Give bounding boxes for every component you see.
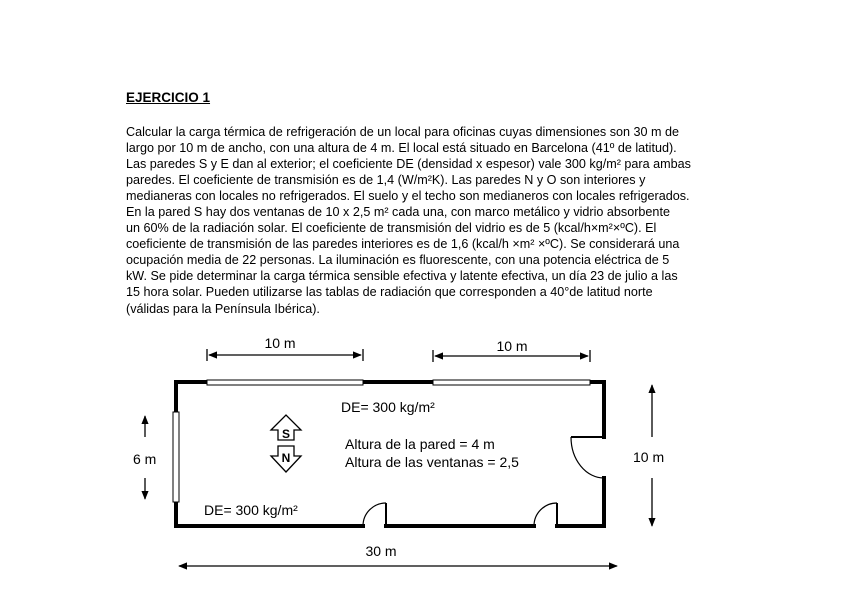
bottom-dimension [179, 543, 617, 566]
statement-line: paredes. El coeficiente de transmisión es de 1,4 (W/m²K). Las paredes N y O son interiores y [126, 173, 646, 188]
statement-line: En la pared S hay dos ventanas de 10 x 2,5 m² cada una, con marco metálico y vidrio absorbente [126, 205, 670, 220]
window1-label: 10 m [264, 335, 296, 351]
left-dimension [133, 416, 156, 499]
statement-line: un 60% de la radiación solar. El coeficiente de transmisión del vidrio es de 5 (kcal/h×m²×ºC). El [126, 221, 657, 236]
statement-line: ocupación media de 22 personas. La iluminación es fluorescente, con una potencia eléctrica de 5 [126, 253, 670, 268]
length-label: 30 m [365, 543, 397, 559]
statement-line: largo por 10 m de ancho, con una altura de 4 m. El local está situado en Barcelona (41º de latitud). [126, 141, 677, 156]
wall-height-label: Altura de la pared = 4 m [345, 436, 495, 452]
height-label: 10 m [633, 449, 665, 465]
compass-n-label: N [281, 451, 291, 465]
window2-label: 10 m [496, 338, 528, 354]
window-height-label: Altura de las ventanas = 2,5 [345, 454, 519, 470]
statement-line: (válidas para la Península Ibérica). [126, 301, 320, 316]
compass-s-label: S [281, 427, 291, 441]
right-dimension [633, 385, 664, 526]
window2-dimension [433, 338, 590, 362]
compass-icon [271, 415, 301, 472]
statement-line: 15 hora solar. Pueden utilizarse las tablas de radiación que corresponden a 40°de latitud norte [126, 285, 653, 300]
statement-line: coeficiente de transmisión de las paredes interiores es de 1,6 (kcal/h ×m² ×ºC). Se considerará una [126, 237, 680, 252]
de-bottom-label: DE= 300 kg/m² [204, 502, 298, 518]
statement-line: kW. Se pide determinar la carga térmica sensible efectiva y latente efectiva, un día 23 de julio a las [126, 269, 678, 284]
statement-line: Calcular la carga térmica de refrigeración de un local para oficinas cuyas dimensiones son 30 m de [126, 125, 680, 139]
statement-line: Las paredes S y E dan al exterior; el coeficiente DE (densidad x espesor) vale 300 kg/m² para ambas [126, 157, 691, 172]
statement-line: medianeras con locales no refrigerados. El suelo y el techo son medianeros con locales refrigerados. [126, 189, 690, 204]
de-top-label: DE= 300 kg/m² [341, 399, 435, 415]
width-label: 6 m [133, 451, 157, 467]
exercise-heading: EJERCICIO 1 [126, 90, 211, 105]
window1-dimension [207, 335, 363, 361]
